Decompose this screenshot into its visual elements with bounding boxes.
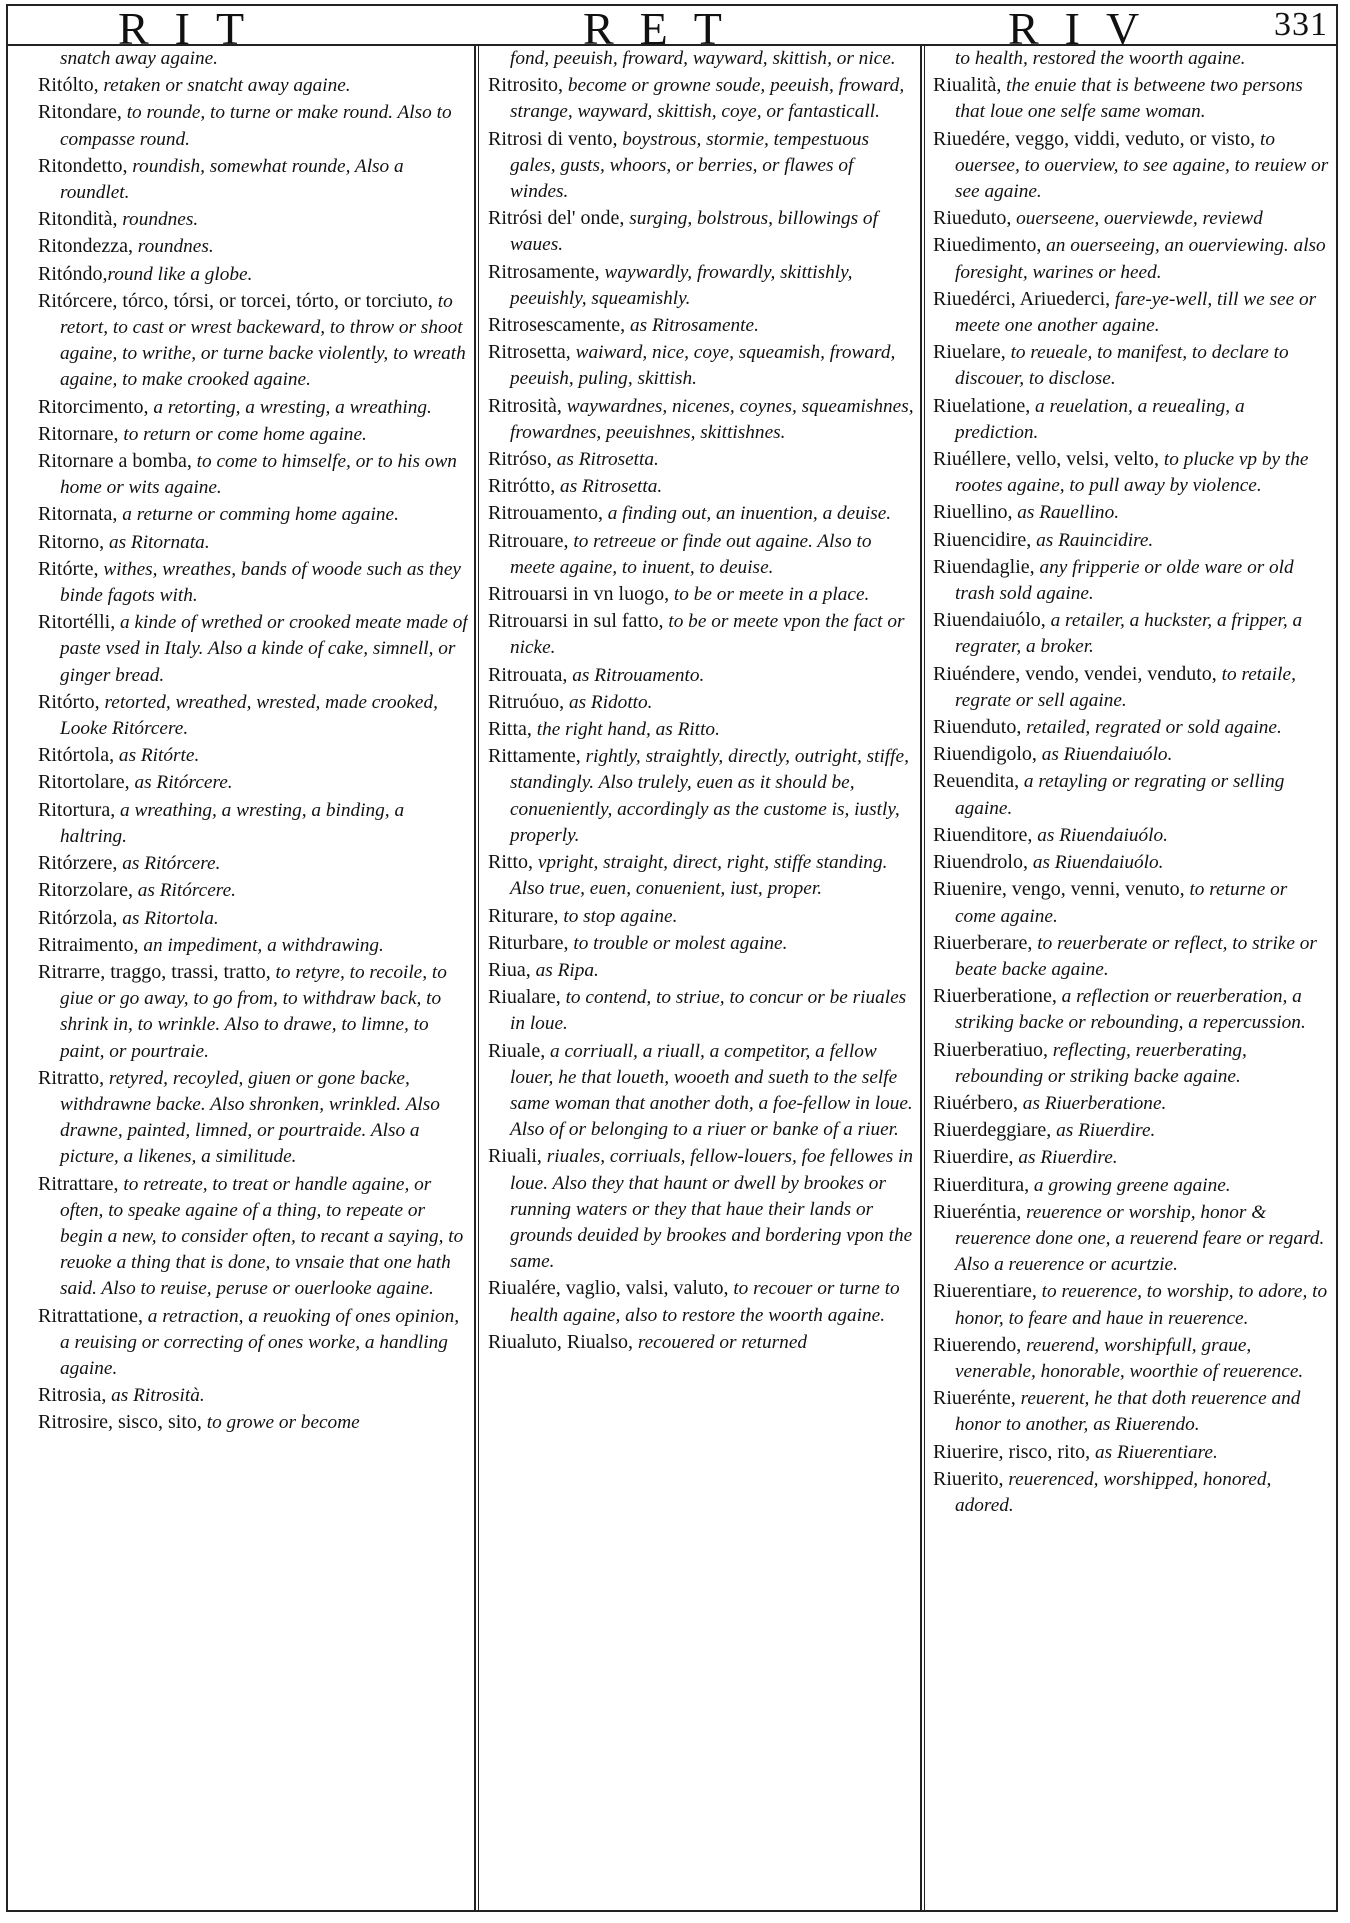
- headword: Riuendrolo,: [933, 851, 1028, 874]
- dictionary-entry: [933, 1144, 1331, 1171]
- definition: as Ritórcere.: [132, 880, 236, 902]
- dictionary-entry: [933, 126, 1331, 206]
- definition: to contend, to striue, to concur or be riuales in loue.: [510, 987, 907, 1035]
- headword: Ritrattatione,: [38, 1304, 143, 1327]
- headword: Riuerire, risco, rito,: [933, 1440, 1091, 1463]
- headword: Riueduto,: [933, 207, 1012, 230]
- definition: become or growne soude, peeuish, froward, strange, wayward, skittish, coye, or fantasticall.: [510, 75, 905, 123]
- definition: reuerenced, worshipped, honored, adored.: [955, 1468, 1272, 1516]
- header-middle-guide-word: RET: [583, 3, 748, 54]
- headword: Ritrósi del' onde,: [488, 207, 625, 230]
- headword: Riuendigolo,: [933, 743, 1037, 766]
- definition: as Ritórcere.: [129, 772, 233, 794]
- definition: reflecting, reuerberating, rebounding or striking backe againe.: [955, 1039, 1247, 1087]
- dictionary-entry: [933, 393, 1331, 446]
- dictionary-entry: [38, 797, 468, 850]
- dictionary-entry: [38, 1303, 468, 1383]
- dictionary-entry: [488, 393, 914, 446]
- dictionary-entry: [933, 1199, 1331, 1279]
- dictionary-entry: [488, 689, 914, 716]
- column-divider: [924, 44, 925, 1910]
- definition: vpright, straight, direct, right, stiffe standing. Also true, euen, conuenient, iust, proper.: [510, 852, 888, 900]
- dictionary-entry: [488, 608, 914, 661]
- headword: Riua,: [488, 958, 531, 981]
- page-number: 331: [1274, 6, 1328, 43]
- dictionary-entry: [488, 1329, 914, 1356]
- definition: ouerseene, ouerviewde, reviewd: [1011, 208, 1263, 230]
- dictionary-entry: [488, 1038, 914, 1144]
- headword: Ritortolare,: [38, 771, 130, 794]
- dictionary-entry: [933, 1172, 1331, 1199]
- definition: to returne or come againe.: [955, 879, 1288, 927]
- dictionary-entry: [38, 932, 468, 959]
- dictionary-entry: [933, 232, 1331, 285]
- definition: a finding out, an inuention, a deuise.: [602, 503, 892, 525]
- definition: as Ritrosità.: [106, 1385, 205, 1407]
- definition: snatch away againe.: [60, 48, 218, 69]
- headword: Riuedérci, Ariuederci,: [933, 287, 1111, 310]
- headword: Ritrosi di vento,: [488, 127, 618, 150]
- dictionary-entry: [933, 1090, 1331, 1117]
- dictionary-entry: [488, 528, 914, 581]
- headword: Ritrouare,: [488, 529, 569, 552]
- dictionary-entry: [38, 556, 468, 609]
- dictionary-entry: [933, 1117, 1331, 1144]
- dictionary-entry: [933, 768, 1331, 821]
- headword: Ritto,: [488, 851, 534, 874]
- definition: as Ritórcere.: [117, 853, 221, 875]
- headword: Riuerberare,: [933, 931, 1033, 954]
- headword: Ritta,: [488, 718, 532, 741]
- dictionary-entry: [38, 877, 468, 904]
- definition: a retorting, a wresting, a wreathing.: [148, 396, 432, 418]
- dictionary-entry: [38, 689, 468, 742]
- definition: to recouer or turne to health againe, also to restore the woorth againe.: [510, 1278, 900, 1326]
- headword: Ritornare a bomba,: [38, 450, 192, 473]
- dictionary-entry: [38, 421, 468, 448]
- definition: retyred, recoyled, giuen or gone backe, withdrawne backe. Also shronken, wrinkled. Also drawne, painted, limned, or pourtraide. Also a picture, a likenes, a similitude.: [60, 1067, 440, 1168]
- headword: Ritóndo,: [38, 262, 108, 285]
- headword: Riuelatione,: [933, 394, 1031, 417]
- definition: a corriuall, a riuall, a competitor, a fellow louer, he that loueth, wooeth and sueth to the selfe same woman that another doth, a foe-fellow in loue. Also of or belonging to a riuer or banke of a riuer.: [510, 1040, 913, 1141]
- definition: waywardnes, nicenes, coynes, squeamishnes, frowardnes, peeuishnes, skittishnes.: [510, 395, 914, 443]
- definition: retaken or snatcht away againe.: [98, 75, 351, 97]
- dictionary-entry: [38, 769, 468, 796]
- definition: surging, bolstrous, billowings of waues.: [510, 208, 878, 256]
- dictionary-entry: [933, 1466, 1331, 1519]
- dictionary-entry: [488, 903, 914, 930]
- headword: Ritrosire, sisco, sito,: [38, 1411, 202, 1434]
- column-right: [933, 46, 1331, 1904]
- dictionary-entry: [933, 1278, 1331, 1331]
- headword: Riuerdire,: [933, 1146, 1014, 1169]
- definition: to retyre, to recoile, to giue or go away, to go from, to withdraw back, to shrink in, to wrinkle. Also to drawe, to limne, to paint, or pourtraie.: [60, 961, 447, 1062]
- dictionary-entry: [38, 233, 468, 260]
- headword: Riuellino,: [933, 501, 1013, 524]
- dictionary-entry: [933, 1332, 1331, 1385]
- definition: to health, restored the woorth againe.: [955, 48, 1246, 69]
- definition: to stop againe.: [558, 905, 678, 927]
- headword: Ritórzere,: [38, 852, 118, 875]
- definition: roundish, somewhat rounde, Also a roundlet.: [60, 155, 404, 204]
- headword: Riuerditura,: [933, 1173, 1030, 1196]
- headword: Ritortélli,: [38, 611, 116, 634]
- headword: Ritórte,: [38, 557, 99, 580]
- headword: Riualére, vaglio, valsi, valuto,: [488, 1277, 729, 1300]
- dictionary-entry: [38, 1171, 468, 1303]
- dictionary-entry: [933, 46, 1331, 72]
- headword: Riuenire, vengo, venni, venuto,: [933, 878, 1185, 901]
- definition: to come to himselfe, or to his own home or wits againe.: [60, 451, 457, 499]
- dictionary-entry: [38, 261, 468, 288]
- dictionary-entry: [933, 205, 1331, 232]
- definition: a retailer, a huckster, a fripper, a regrater, a broker.: [955, 610, 1303, 658]
- dictionary-entry: [38, 206, 468, 233]
- definition: to rounde, to turne or make round. Also to compasse round.: [60, 102, 452, 150]
- headword: Ritólto,: [38, 74, 99, 97]
- headword: Ritondare,: [38, 101, 122, 124]
- definition: to trouble or molest againe.: [568, 932, 788, 954]
- dictionary-entry: [933, 876, 1331, 929]
- definition: to retaile, regrate or sell againe.: [955, 663, 1296, 711]
- headword: Ritondetto,: [38, 154, 128, 177]
- dictionary-entry: [488, 743, 914, 849]
- headword: Ritróso,: [488, 448, 552, 471]
- dictionary-entry: [933, 554, 1331, 607]
- definition: an ouerseeing, an ouerviewing. also foresight, warines or heed.: [955, 235, 1326, 283]
- headword: Riuérbero,: [933, 1091, 1018, 1114]
- headword: Ritrarre, traggo, trassi, tratto,: [38, 960, 271, 983]
- definition: a kinde of wrethed or crooked meate made of paste vsed in Italy. Also a kinde of cake, simnell, or ginger bread.: [60, 612, 468, 686]
- dictionary-entry: [933, 741, 1331, 768]
- definition: roundnes.: [132, 236, 214, 258]
- dictionary-entry: [933, 72, 1331, 125]
- dictionary-entry: [38, 288, 468, 394]
- headword: Ritrouata,: [488, 663, 568, 686]
- headword: Riuedére, veggo, viddi, veduto, or visto,: [933, 127, 1256, 150]
- headword: Riuedimento,: [933, 234, 1042, 257]
- definition: as Ripa.: [530, 959, 599, 981]
- headword: Ritrosia,: [38, 1384, 107, 1407]
- dictionary-entry: [488, 957, 914, 984]
- headword: Ritornata,: [38, 503, 118, 526]
- column-middle: [488, 46, 914, 1904]
- dictionary-entry: [488, 339, 914, 392]
- dictionary-entry: [38, 609, 468, 689]
- definition: boystrous, stormie, tempestuous gales, gusts, whoors, or berries, or flawes of windes.: [510, 128, 869, 203]
- dictionary-entry: [488, 312, 914, 339]
- headword: Ritórtola,: [38, 744, 115, 767]
- dictionary-entry: [933, 339, 1331, 392]
- headword: Riualuto, Riualso,: [488, 1330, 633, 1353]
- headword: Riuéndere, vendo, vendei, venduto,: [933, 662, 1217, 685]
- headword: Riuendaiuólo,: [933, 609, 1046, 632]
- definition: as Riuerdire.: [1013, 1147, 1118, 1169]
- column-divider: [474, 44, 476, 1910]
- dictionary-entry: [38, 1065, 468, 1171]
- headword: Ritórcere, tórco, tórsi, or torcei, tórto, or torciuto,: [38, 289, 433, 312]
- header-right-guide-word: RIV: [1008, 3, 1166, 54]
- dictionary-entry: [933, 446, 1331, 499]
- dictionary-entry: [38, 46, 468, 72]
- dictionary-entry: [488, 46, 914, 72]
- headword: Ritrouamento,: [488, 502, 603, 525]
- headword: Ritórto,: [38, 690, 100, 713]
- definition: the right hand, as Ritto.: [531, 719, 720, 741]
- definition: withes, wreathes, bands of woode such as they binde fagots with.: [60, 558, 461, 607]
- definition: to reuerberate or reflect, to strike or beate backe againe.: [955, 932, 1317, 980]
- dictionary-entry: [933, 930, 1331, 983]
- headword: Riuerberatiuo,: [933, 1038, 1048, 1061]
- definition: to return or come home againe.: [118, 423, 367, 445]
- definition: a reflection or reuerberation, a striking backe or rebounding, a repercussion.: [955, 986, 1306, 1034]
- definition: a reuelation, a reuealing, a prediction.: [955, 395, 1245, 443]
- definition: to retort, to cast or wrest backeward, to throw or shoot againe, to writhe, or turne backe violently, to wreath againe, to make crooked againe.: [60, 290, 466, 391]
- dictionary-entry: [38, 1409, 468, 1436]
- dictionary-entry: [933, 849, 1331, 876]
- headword: Ritruóuo,: [488, 690, 565, 713]
- headword: Ritrosito,: [488, 74, 564, 97]
- definition: riuales, corriuals, fellow-louers, foe fellowes in loue. Also they that haunt or dwell by brookes or running waters or they that haue their lands or grounds deuided by brookes and bordering vpon the same.: [510, 1146, 914, 1273]
- dictionary-entry: [488, 662, 914, 689]
- definition: a retraction, a reuoking of ones opinion, a reuising or correcting of ones worke, a handling againe.: [60, 1305, 460, 1379]
- headword: Riualare,: [488, 986, 561, 1009]
- headword: Riuerberatione,: [933, 985, 1057, 1008]
- dictionary-entry: [38, 1382, 468, 1409]
- definition: reuerend, worshipfull, graue, venerable, honorable, woorthie of reuerence.: [955, 1334, 1304, 1382]
- headword: Ritornare,: [38, 422, 119, 445]
- definition: as Riuerentiare.: [1090, 1441, 1218, 1463]
- headword: Ritraimento,: [38, 933, 139, 956]
- headword: Ritondezza,: [38, 235, 133, 258]
- headword: Ritrosamente,: [488, 260, 600, 283]
- definition: to be or meete vpon the fact or nicke.: [510, 611, 905, 659]
- dictionary-entry: [488, 1275, 914, 1328]
- dictionary-entry: [488, 446, 914, 473]
- headword: Ritratto,: [38, 1066, 105, 1089]
- headword: Ritrouarsi in vn luogo,: [488, 583, 670, 606]
- column-divider: [478, 44, 479, 1910]
- definition: to reuerence, to worship, to adore, to honor, to feare and haue in reuerence.: [955, 1281, 1328, 1329]
- definition: to reueale, to manifest, to declare to discouer, to disclose.: [955, 342, 1289, 390]
- headword: Ritrosità,: [488, 394, 562, 417]
- headword: Ritorzolare,: [38, 879, 133, 902]
- definition: fare-ye-well, till we see or meete one another againe.: [955, 288, 1317, 337]
- headword: Ritrattare,: [38, 1172, 119, 1195]
- definition: the enuie that is betweene two persons that loue one selfe same woman.: [955, 75, 1303, 123]
- column-divider: [920, 44, 922, 1910]
- header-left-guide-word: RIT: [118, 3, 271, 54]
- headword: Ritrouarsi in sul fatto,: [488, 610, 664, 633]
- definition: as Riuerdire.: [1051, 1120, 1156, 1142]
- definition: reuerent, he that doth reuerence and honor to another, as Riuerendo.: [955, 1388, 1301, 1436]
- headword: Ritrótto,: [488, 475, 556, 498]
- definition: as Ritrosetta.: [551, 449, 659, 471]
- headword: Riueréntia,: [933, 1200, 1022, 1223]
- headword: Riuale,: [488, 1039, 546, 1062]
- dictionary-page: [6, 4, 1338, 1912]
- definition: to growe or become: [201, 1412, 360, 1434]
- definition: retailed, regrated or sold againe.: [1021, 717, 1282, 739]
- dictionary-entry: [38, 72, 468, 99]
- dictionary-entry: [933, 499, 1331, 526]
- headword: Riualità,: [933, 74, 1002, 97]
- dictionary-entry: [488, 500, 914, 527]
- dictionary-entry: [933, 714, 1331, 741]
- headword: Ritortura,: [38, 798, 116, 821]
- headword: Riuali,: [488, 1145, 542, 1168]
- dictionary-entry: [488, 205, 914, 258]
- definition: any fripperie or olde ware or old trash sold againe.: [955, 556, 1294, 605]
- dictionary-entry: [38, 742, 468, 769]
- definition: round like a globe.: [107, 263, 253, 285]
- dictionary-entry: [38, 959, 468, 1065]
- headword: Riturare,: [488, 904, 559, 927]
- dictionary-entry: [488, 1143, 914, 1275]
- dictionary-entry: [38, 905, 468, 932]
- dictionary-entry: [488, 849, 914, 902]
- dictionary-entry: [488, 126, 914, 206]
- headword: Riuendaglie,: [933, 555, 1035, 578]
- definition: roundnes.: [117, 209, 199, 231]
- dictionary-entry: [38, 529, 468, 556]
- definition: waywardly, frowardly, skittishly, peeuishly, squeamishly.: [510, 261, 853, 309]
- dictionary-entry: [488, 581, 914, 608]
- headword: Riuenduto,: [933, 716, 1022, 739]
- headword: Riuencidire,: [933, 528, 1032, 551]
- column-left: [38, 46, 468, 1904]
- dictionary-entry: [38, 99, 468, 152]
- definition: as Ritrosetta.: [555, 476, 663, 498]
- definition: as Riuendaiuólo.: [1036, 744, 1173, 766]
- definition: as Rauellino.: [1012, 502, 1120, 524]
- dictionary-entry: [488, 984, 914, 1037]
- dictionary-entry: [38, 501, 468, 528]
- dictionary-entry: [488, 72, 914, 125]
- dictionary-entry: [488, 259, 914, 312]
- headword: Riuerdeggiare,: [933, 1119, 1052, 1142]
- definition: as Riuerberatione.: [1017, 1092, 1167, 1114]
- definition: to plucke vp by the rootes againe, to pull away by violence.: [955, 449, 1309, 497]
- dictionary-entry: [933, 1037, 1331, 1090]
- dictionary-entry: [933, 1385, 1331, 1438]
- definition: as Riuendaiuólo.: [1028, 852, 1164, 874]
- dictionary-entry: [933, 1439, 1331, 1466]
- headword: Riuerendo,: [933, 1333, 1022, 1356]
- headword: Ritorcimento,: [38, 395, 149, 418]
- headword: Riuelare,: [933, 341, 1006, 364]
- definition: waiward, nice, coye, squeamish, froward, peeuish, puling, skittish.: [510, 342, 896, 390]
- definition: as Ritrosamente.: [625, 315, 759, 337]
- definition: as Riuendaiuólo.: [1032, 824, 1168, 846]
- headword: Riuenditore,: [933, 823, 1033, 846]
- definition: as Ritórte.: [114, 745, 200, 767]
- headword: Riuéllere, vello, velsi, velto,: [933, 448, 1160, 471]
- definition: as Rauincidire.: [1031, 529, 1154, 551]
- definition: a growing greene againe.: [1029, 1174, 1231, 1196]
- definition: retorted, wreathed, wrested, made crooked, Looke Ritórcere.: [60, 691, 438, 740]
- headword: Riturbare,: [488, 931, 569, 954]
- definition: rightly, straightly, directly, outright, stiffe, standingly. Also trulely, euen as it should be, conueniently, accordingly as the custome is, iustly, properly.: [510, 746, 909, 846]
- dictionary-entry: [38, 448, 468, 501]
- headword: Ritorno,: [38, 530, 105, 553]
- dictionary-entry: [933, 527, 1331, 554]
- dictionary-entry: [38, 153, 468, 206]
- definition: reuerence or worship, honor & reuerence done one, a reuerend feare or regard. Also a reuerence or acurtzie.: [955, 1201, 1325, 1276]
- headword: Ritórzola,: [38, 906, 118, 929]
- dictionary-entry: [933, 822, 1331, 849]
- headword: Riuerénte,: [933, 1387, 1016, 1410]
- definition: as Ridotto.: [564, 691, 653, 713]
- headword: Ritrosetta,: [488, 341, 571, 364]
- headword: Riuerito,: [933, 1467, 1004, 1490]
- dictionary-entry: [38, 850, 468, 877]
- definition: to ouersee, to ouerview, to see againe, to reuiew or see againe.: [955, 128, 1329, 203]
- headword: Ritrosescamente,: [488, 314, 626, 337]
- running-header: [8, 3, 1336, 54]
- dictionary-entry: [933, 607, 1331, 660]
- dictionary-entry: [38, 394, 468, 421]
- dictionary-entry: [488, 473, 914, 500]
- definition: to retreeue or finde out againe. Also to meete againe, to inuent, to deuise.: [510, 530, 872, 578]
- definition: as Ritortola.: [117, 907, 219, 929]
- dictionary-entry: [488, 716, 914, 743]
- headword: Rittamente,: [488, 745, 581, 768]
- headword: Ritondità,: [38, 208, 118, 231]
- definition: as Ritrouamento.: [567, 664, 705, 686]
- definition: a retayling or regrating or selling againe.: [955, 771, 1285, 819]
- dictionary-entry: [488, 930, 914, 957]
- dictionary-entry: [933, 286, 1331, 339]
- definition: to be or meete in a place.: [669, 584, 870, 606]
- headword: Riuerentiare,: [933, 1280, 1037, 1303]
- dictionary-entry: [933, 983, 1331, 1036]
- definition: a returne or comming home againe.: [117, 504, 399, 526]
- definition: to retreate, to treat or handle againe, or often, to speake againe of a thing, to repeate or begin a new, to consider often, to recant a saying, to reuoke a thing that is done, to vnsaie that one hath said. Also to reuise, peruse or ouerlooke againe.: [60, 1173, 464, 1300]
- definition: as Ritornata.: [104, 531, 210, 553]
- definition: an impediment, a withdrawing.: [138, 934, 384, 956]
- definition: a wreathing, a wresting, a binding, a haltring.: [60, 799, 405, 847]
- dictionary-entry: [933, 661, 1331, 714]
- definition: fond, peeuish, froward, wayward, skittish, or nice.: [510, 48, 896, 69]
- headword: Reuendita,: [933, 770, 1020, 793]
- definition: recouered or returned: [633, 1331, 808, 1353]
